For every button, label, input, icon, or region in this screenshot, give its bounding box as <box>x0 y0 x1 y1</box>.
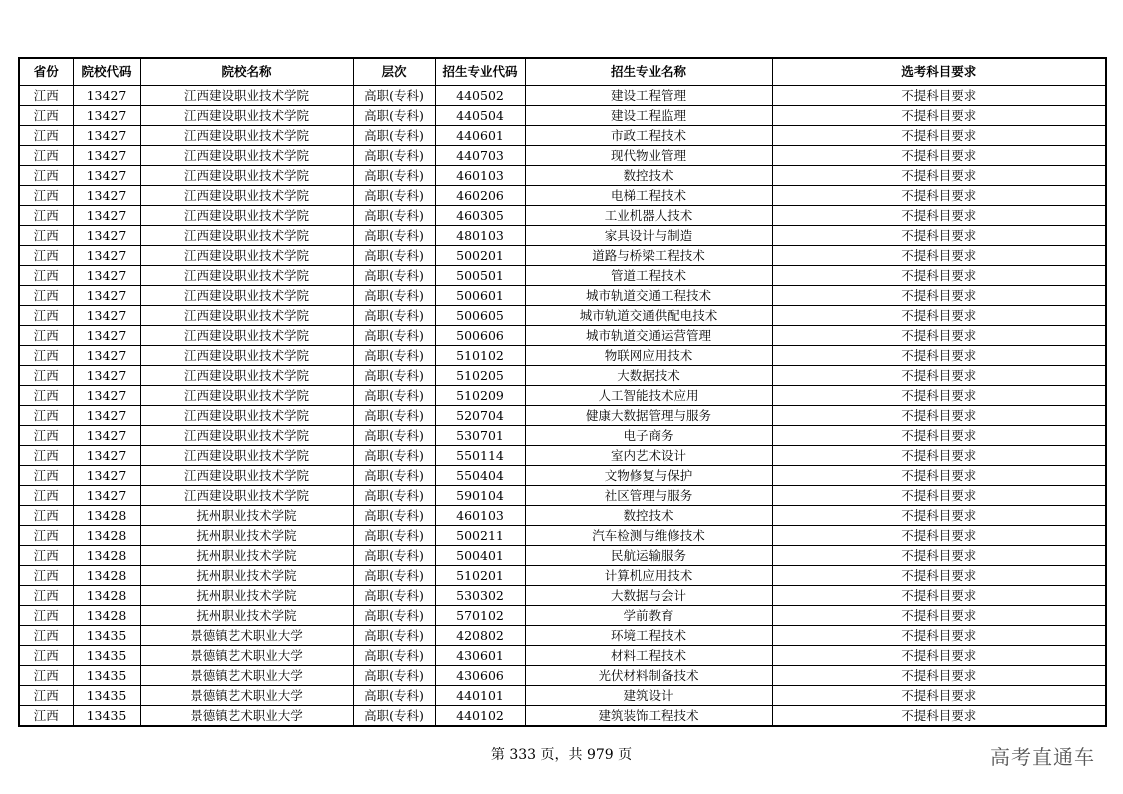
cell-major-name: 大数据技术 <box>525 366 772 386</box>
cell-province: 江西 <box>19 306 73 326</box>
cell-school-name: 抚州职业技术学院 <box>140 506 353 526</box>
cell-school-name: 江西建设职业技术学院 <box>140 86 353 106</box>
cell-major-code: 430601 <box>435 646 525 666</box>
table-row <box>19 506 1106 526</box>
table-row <box>19 666 1106 686</box>
table-row <box>19 686 1106 706</box>
page-number: 第 333 页，共 979 页 <box>490 747 633 763</box>
cell-level: 高职(专科) <box>353 366 435 386</box>
cell-subject-requirement: 不提科目要求 <box>772 646 1106 666</box>
cell-major-name: 大数据与会计 <box>525 586 772 606</box>
cell-major-code: 500201 <box>435 246 525 266</box>
cell-province: 江西 <box>19 446 73 466</box>
cell-province: 江西 <box>19 426 73 446</box>
cell-level: 高职(专科) <box>353 186 435 206</box>
cell-subject-requirement: 不提科目要求 <box>772 506 1106 526</box>
cell-major-name: 光伏材料制备技术 <box>525 666 772 686</box>
cell-level: 高职(专科) <box>353 686 435 706</box>
table-row <box>19 486 1106 506</box>
admission-table-container <box>18 57 1105 727</box>
cell-school-code: 13435 <box>73 626 140 646</box>
cell-school-code: 13427 <box>73 346 140 366</box>
cell-school-name: 抚州职业技术学院 <box>140 606 353 626</box>
cell-major-code: 550114 <box>435 446 525 466</box>
cell-school-code: 13428 <box>73 586 140 606</box>
cell-major-code: 510102 <box>435 346 525 366</box>
cell-province: 江西 <box>19 346 73 366</box>
cell-major-name: 物联网应用技术 <box>525 346 772 366</box>
table-row <box>19 466 1106 486</box>
cell-level: 高职(专科) <box>353 426 435 446</box>
cell-major-name: 汽车检测与维修技术 <box>525 526 772 546</box>
cell-school-name: 江西建设职业技术学院 <box>140 466 353 486</box>
table-row <box>19 246 1106 266</box>
cell-major-code: 520704 <box>435 406 525 426</box>
header-major-name: 招生专业名称 <box>525 58 772 86</box>
cell-level: 高职(专科) <box>353 386 435 406</box>
cell-province: 江西 <box>19 146 73 166</box>
cell-school-name: 江西建设职业技术学院 <box>140 226 353 246</box>
cell-major-code: 440101 <box>435 686 525 706</box>
cell-level: 高职(专科) <box>353 326 435 346</box>
cell-major-code: 530701 <box>435 426 525 446</box>
cell-major-code: 510201 <box>435 566 525 586</box>
cell-level: 高职(专科) <box>353 346 435 366</box>
cell-school-name: 抚州职业技术学院 <box>140 586 353 606</box>
watermark-text: 高考直通车 <box>990 745 1095 769</box>
table-row <box>19 166 1106 186</box>
cell-school-code: 13427 <box>73 266 140 286</box>
cell-subject-requirement: 不提科目要求 <box>772 306 1106 326</box>
cell-major-code: 440102 <box>435 706 525 727</box>
cell-school-name: 景德镇艺术职业大学 <box>140 666 353 686</box>
cell-major-code: 420802 <box>435 626 525 646</box>
cell-major-name: 电梯工程技术 <box>525 186 772 206</box>
cell-school-code: 13427 <box>73 186 140 206</box>
cell-major-name: 健康大数据管理与服务 <box>525 406 772 426</box>
cell-major-name: 管道工程技术 <box>525 266 772 286</box>
cell-province: 江西 <box>19 606 73 626</box>
cell-subject-requirement: 不提科目要求 <box>772 546 1106 566</box>
cell-major-name: 电子商务 <box>525 426 772 446</box>
cell-major-name: 工业机器人技术 <box>525 206 772 226</box>
cell-major-code: 500211 <box>435 526 525 546</box>
cell-level: 高职(专科) <box>353 206 435 226</box>
cell-school-name: 景德镇艺术职业大学 <box>140 646 353 666</box>
cell-major-code: 500606 <box>435 326 525 346</box>
cell-province: 江西 <box>19 126 73 146</box>
header-level: 层次 <box>353 58 435 86</box>
cell-school-name: 景德镇艺术职业大学 <box>140 706 353 727</box>
table-body <box>19 86 1106 727</box>
cell-level: 高职(专科) <box>353 246 435 266</box>
cell-province: 江西 <box>19 626 73 646</box>
cell-school-code: 13427 <box>73 86 140 106</box>
cell-school-code: 13428 <box>73 526 140 546</box>
cell-major-code: 480103 <box>435 226 525 246</box>
cell-level: 高职(专科) <box>353 606 435 626</box>
cell-major-code: 440601 <box>435 126 525 146</box>
cell-subject-requirement: 不提科目要求 <box>772 106 1106 126</box>
cell-school-code: 13427 <box>73 166 140 186</box>
table-row <box>19 186 1106 206</box>
cell-subject-requirement: 不提科目要求 <box>772 286 1106 306</box>
cell-subject-requirement: 不提科目要求 <box>772 706 1106 727</box>
cell-school-code: 13428 <box>73 546 140 566</box>
cell-subject-requirement: 不提科目要求 <box>772 166 1106 186</box>
cell-major-name: 城市轨道交通供配电技术 <box>525 306 772 326</box>
cell-subject-requirement: 不提科目要求 <box>772 326 1106 346</box>
cell-level: 高职(专科) <box>353 706 435 727</box>
cell-subject-requirement: 不提科目要求 <box>772 386 1106 406</box>
cell-subject-requirement: 不提科目要求 <box>772 126 1106 146</box>
cell-level: 高职(专科) <box>353 466 435 486</box>
cell-province: 江西 <box>19 366 73 386</box>
header-major-code: 招生专业代码 <box>435 58 525 86</box>
table-row <box>19 706 1106 727</box>
cell-school-code: 13427 <box>73 326 140 346</box>
cell-major-name: 环境工程技术 <box>525 626 772 646</box>
cell-school-code: 13427 <box>73 246 140 266</box>
cell-school-name: 江西建设职业技术学院 <box>140 146 353 166</box>
cell-major-name: 现代物业管理 <box>525 146 772 166</box>
cell-province: 江西 <box>19 466 73 486</box>
header-school-code: 院校代码 <box>73 58 140 86</box>
cell-school-code: 13427 <box>73 306 140 326</box>
cell-school-code: 13427 <box>73 426 140 446</box>
cell-school-name: 江西建设职业技术学院 <box>140 186 353 206</box>
cell-school-name: 江西建设职业技术学院 <box>140 386 353 406</box>
cell-school-code: 13427 <box>73 386 140 406</box>
header-province: 省份 <box>19 58 73 86</box>
table-row <box>19 106 1106 126</box>
table-row <box>19 566 1106 586</box>
cell-level: 高职(专科) <box>353 166 435 186</box>
cell-school-name: 江西建设职业技术学院 <box>140 406 353 426</box>
cell-school-code: 13427 <box>73 146 140 166</box>
cell-school-code: 13427 <box>73 106 140 126</box>
cell-major-name: 数控技术 <box>525 166 772 186</box>
cell-school-code: 13428 <box>73 566 140 586</box>
cell-major-name: 建设工程管理 <box>525 86 772 106</box>
cell-subject-requirement: 不提科目要求 <box>772 86 1106 106</box>
cell-level: 高职(专科) <box>353 106 435 126</box>
cell-major-name: 建筑装饰工程技术 <box>525 706 772 727</box>
cell-province: 江西 <box>19 166 73 186</box>
cell-school-code: 13427 <box>73 226 140 246</box>
cell-province: 江西 <box>19 686 73 706</box>
admission-table <box>18 57 1107 727</box>
cell-subject-requirement: 不提科目要求 <box>772 146 1106 166</box>
cell-province: 江西 <box>19 386 73 406</box>
table-row <box>19 526 1106 546</box>
table-row <box>19 626 1106 646</box>
cell-level: 高职(专科) <box>353 306 435 326</box>
cell-province: 江西 <box>19 186 73 206</box>
cell-major-code: 530302 <box>435 586 525 606</box>
cell-level: 高职(专科) <box>353 486 435 506</box>
cell-province: 江西 <box>19 646 73 666</box>
cell-major-name: 家具设计与制造 <box>525 226 772 246</box>
cell-level: 高职(专科) <box>353 506 435 526</box>
table-row <box>19 226 1106 246</box>
table-row <box>19 346 1106 366</box>
cell-major-name: 城市轨道交通运营管理 <box>525 326 772 346</box>
cell-subject-requirement: 不提科目要求 <box>772 446 1106 466</box>
cell-major-name: 数控技术 <box>525 506 772 526</box>
header-school-name: 院校名称 <box>140 58 353 86</box>
cell-major-name: 计算机应用技术 <box>525 566 772 586</box>
cell-level: 高职(专科) <box>353 586 435 606</box>
cell-school-code: 13435 <box>73 666 140 686</box>
cell-province: 江西 <box>19 266 73 286</box>
cell-major-code: 510209 <box>435 386 525 406</box>
cell-major-name: 材料工程技术 <box>525 646 772 666</box>
cell-major-code: 550404 <box>435 466 525 486</box>
table-row <box>19 426 1106 446</box>
table-header-row <box>19 58 1106 86</box>
cell-province: 江西 <box>19 226 73 246</box>
cell-province: 江西 <box>19 86 73 106</box>
table-row <box>19 546 1106 566</box>
cell-school-name: 江西建设职业技术学院 <box>140 206 353 226</box>
cell-subject-requirement: 不提科目要求 <box>772 346 1106 366</box>
cell-school-name: 抚州职业技术学院 <box>140 546 353 566</box>
cell-major-name: 城市轨道交通工程技术 <box>525 286 772 306</box>
table-row <box>19 86 1106 106</box>
cell-school-code: 13427 <box>73 366 140 386</box>
cell-school-code: 13427 <box>73 466 140 486</box>
cell-major-code: 440502 <box>435 86 525 106</box>
cell-school-code: 13427 <box>73 406 140 426</box>
table-row <box>19 646 1106 666</box>
cell-major-code: 430606 <box>435 666 525 686</box>
cell-major-code: 440504 <box>435 106 525 126</box>
cell-subject-requirement: 不提科目要求 <box>772 626 1106 646</box>
cell-school-name: 景德镇艺术职业大学 <box>140 626 353 646</box>
cell-province: 江西 <box>19 206 73 226</box>
cell-major-code: 500501 <box>435 266 525 286</box>
cell-level: 高职(专科) <box>353 546 435 566</box>
cell-school-code: 13435 <box>73 706 140 727</box>
cell-province: 江西 <box>19 506 73 526</box>
cell-major-code: 460206 <box>435 186 525 206</box>
cell-school-name: 江西建设职业技术学院 <box>140 106 353 126</box>
cell-major-code: 500605 <box>435 306 525 326</box>
cell-level: 高职(专科) <box>353 146 435 166</box>
cell-subject-requirement: 不提科目要求 <box>772 366 1106 386</box>
cell-school-name: 江西建设职业技术学院 <box>140 266 353 286</box>
cell-school-name: 抚州职业技术学院 <box>140 566 353 586</box>
cell-subject-requirement: 不提科目要求 <box>772 426 1106 446</box>
table-row <box>19 366 1106 386</box>
table-row <box>19 446 1106 466</box>
cell-major-code: 500601 <box>435 286 525 306</box>
table-row <box>19 406 1106 426</box>
cell-school-code: 13427 <box>73 206 140 226</box>
cell-level: 高职(专科) <box>353 286 435 306</box>
cell-school-name: 江西建设职业技术学院 <box>140 426 353 446</box>
cell-province: 江西 <box>19 546 73 566</box>
cell-level: 高职(专科) <box>353 566 435 586</box>
cell-school-code: 13427 <box>73 446 140 466</box>
cell-school-name: 抚州职业技术学院 <box>140 526 353 546</box>
cell-school-name: 江西建设职业技术学院 <box>140 306 353 326</box>
cell-major-name: 道路与桥梁工程技术 <box>525 246 772 266</box>
table-row <box>19 206 1106 226</box>
cell-subject-requirement: 不提科目要求 <box>772 246 1106 266</box>
cell-subject-requirement: 不提科目要求 <box>772 266 1106 286</box>
cell-province: 江西 <box>19 486 73 506</box>
cell-level: 高职(专科) <box>353 226 435 246</box>
cell-major-code: 460103 <box>435 166 525 186</box>
table-row <box>19 146 1106 166</box>
cell-major-name: 建筑设计 <box>525 686 772 706</box>
cell-subject-requirement: 不提科目要求 <box>772 526 1106 546</box>
cell-level: 高职(专科) <box>353 646 435 666</box>
cell-major-code: 460103 <box>435 506 525 526</box>
header-subject-requirement: 选考科目要求 <box>772 58 1106 86</box>
cell-major-name: 民航运输服务 <box>525 546 772 566</box>
cell-level: 高职(专科) <box>353 126 435 146</box>
cell-province: 江西 <box>19 666 73 686</box>
cell-subject-requirement: 不提科目要求 <box>772 686 1106 706</box>
table-row <box>19 326 1106 346</box>
cell-major-code: 590104 <box>435 486 525 506</box>
cell-school-name: 江西建设职业技术学院 <box>140 346 353 366</box>
cell-major-code: 460305 <box>435 206 525 226</box>
table-row <box>19 266 1106 286</box>
cell-subject-requirement: 不提科目要求 <box>772 606 1106 626</box>
cell-school-name: 江西建设职业技术学院 <box>140 286 353 306</box>
table-row <box>19 306 1106 326</box>
cell-school-code: 13428 <box>73 506 140 526</box>
cell-major-code: 440703 <box>435 146 525 166</box>
cell-level: 高职(专科) <box>353 626 435 646</box>
table-row <box>19 386 1106 406</box>
cell-school-name: 江西建设职业技术学院 <box>140 126 353 146</box>
cell-province: 江西 <box>19 406 73 426</box>
cell-school-name: 景德镇艺术职业大学 <box>140 686 353 706</box>
cell-school-code: 13428 <box>73 606 140 626</box>
cell-subject-requirement: 不提科目要求 <box>772 406 1106 426</box>
cell-level: 高职(专科) <box>353 266 435 286</box>
cell-province: 江西 <box>19 246 73 266</box>
cell-level: 高职(专科) <box>353 666 435 686</box>
cell-major-name: 市政工程技术 <box>525 126 772 146</box>
cell-school-name: 江西建设职业技术学院 <box>140 486 353 506</box>
cell-school-name: 江西建设职业技术学院 <box>140 446 353 466</box>
cell-major-code: 510205 <box>435 366 525 386</box>
table-row <box>19 286 1106 306</box>
cell-major-code: 500401 <box>435 546 525 566</box>
cell-province: 江西 <box>19 326 73 346</box>
cell-subject-requirement: 不提科目要求 <box>772 666 1106 686</box>
cell-province: 江西 <box>19 526 73 546</box>
cell-major-code: 570102 <box>435 606 525 626</box>
cell-province: 江西 <box>19 106 73 126</box>
cell-province: 江西 <box>19 566 73 586</box>
table-row <box>19 126 1106 146</box>
cell-province: 江西 <box>19 286 73 306</box>
cell-level: 高职(专科) <box>353 526 435 546</box>
cell-major-name: 人工智能技术应用 <box>525 386 772 406</box>
cell-subject-requirement: 不提科目要求 <box>772 486 1106 506</box>
cell-subject-requirement: 不提科目要求 <box>772 566 1106 586</box>
cell-school-name: 江西建设职业技术学院 <box>140 326 353 346</box>
table-row <box>19 586 1106 606</box>
cell-level: 高职(专科) <box>353 406 435 426</box>
cell-province: 江西 <box>19 586 73 606</box>
cell-major-name: 室内艺术设计 <box>525 446 772 466</box>
cell-school-name: 江西建设职业技术学院 <box>140 166 353 186</box>
cell-subject-requirement: 不提科目要求 <box>772 466 1106 486</box>
cell-level: 高职(专科) <box>353 446 435 466</box>
cell-major-name: 社区管理与服务 <box>525 486 772 506</box>
cell-school-code: 13435 <box>73 646 140 666</box>
cell-school-name: 江西建设职业技术学院 <box>140 366 353 386</box>
cell-level: 高职(专科) <box>353 86 435 106</box>
cell-school-code: 13427 <box>73 486 140 506</box>
cell-school-name: 江西建设职业技术学院 <box>140 246 353 266</box>
cell-subject-requirement: 不提科目要求 <box>772 206 1106 226</box>
cell-subject-requirement: 不提科目要求 <box>772 586 1106 606</box>
cell-province: 江西 <box>19 706 73 727</box>
cell-school-code: 13427 <box>73 126 140 146</box>
cell-major-name: 建设工程监理 <box>525 106 772 126</box>
table-row <box>19 606 1106 626</box>
cell-subject-requirement: 不提科目要求 <box>772 226 1106 246</box>
cell-major-name: 学前教育 <box>525 606 772 626</box>
cell-major-name: 文物修复与保护 <box>525 466 772 486</box>
cell-subject-requirement: 不提科目要求 <box>772 186 1106 206</box>
cell-school-code: 13427 <box>73 286 140 306</box>
cell-school-code: 13435 <box>73 686 140 706</box>
